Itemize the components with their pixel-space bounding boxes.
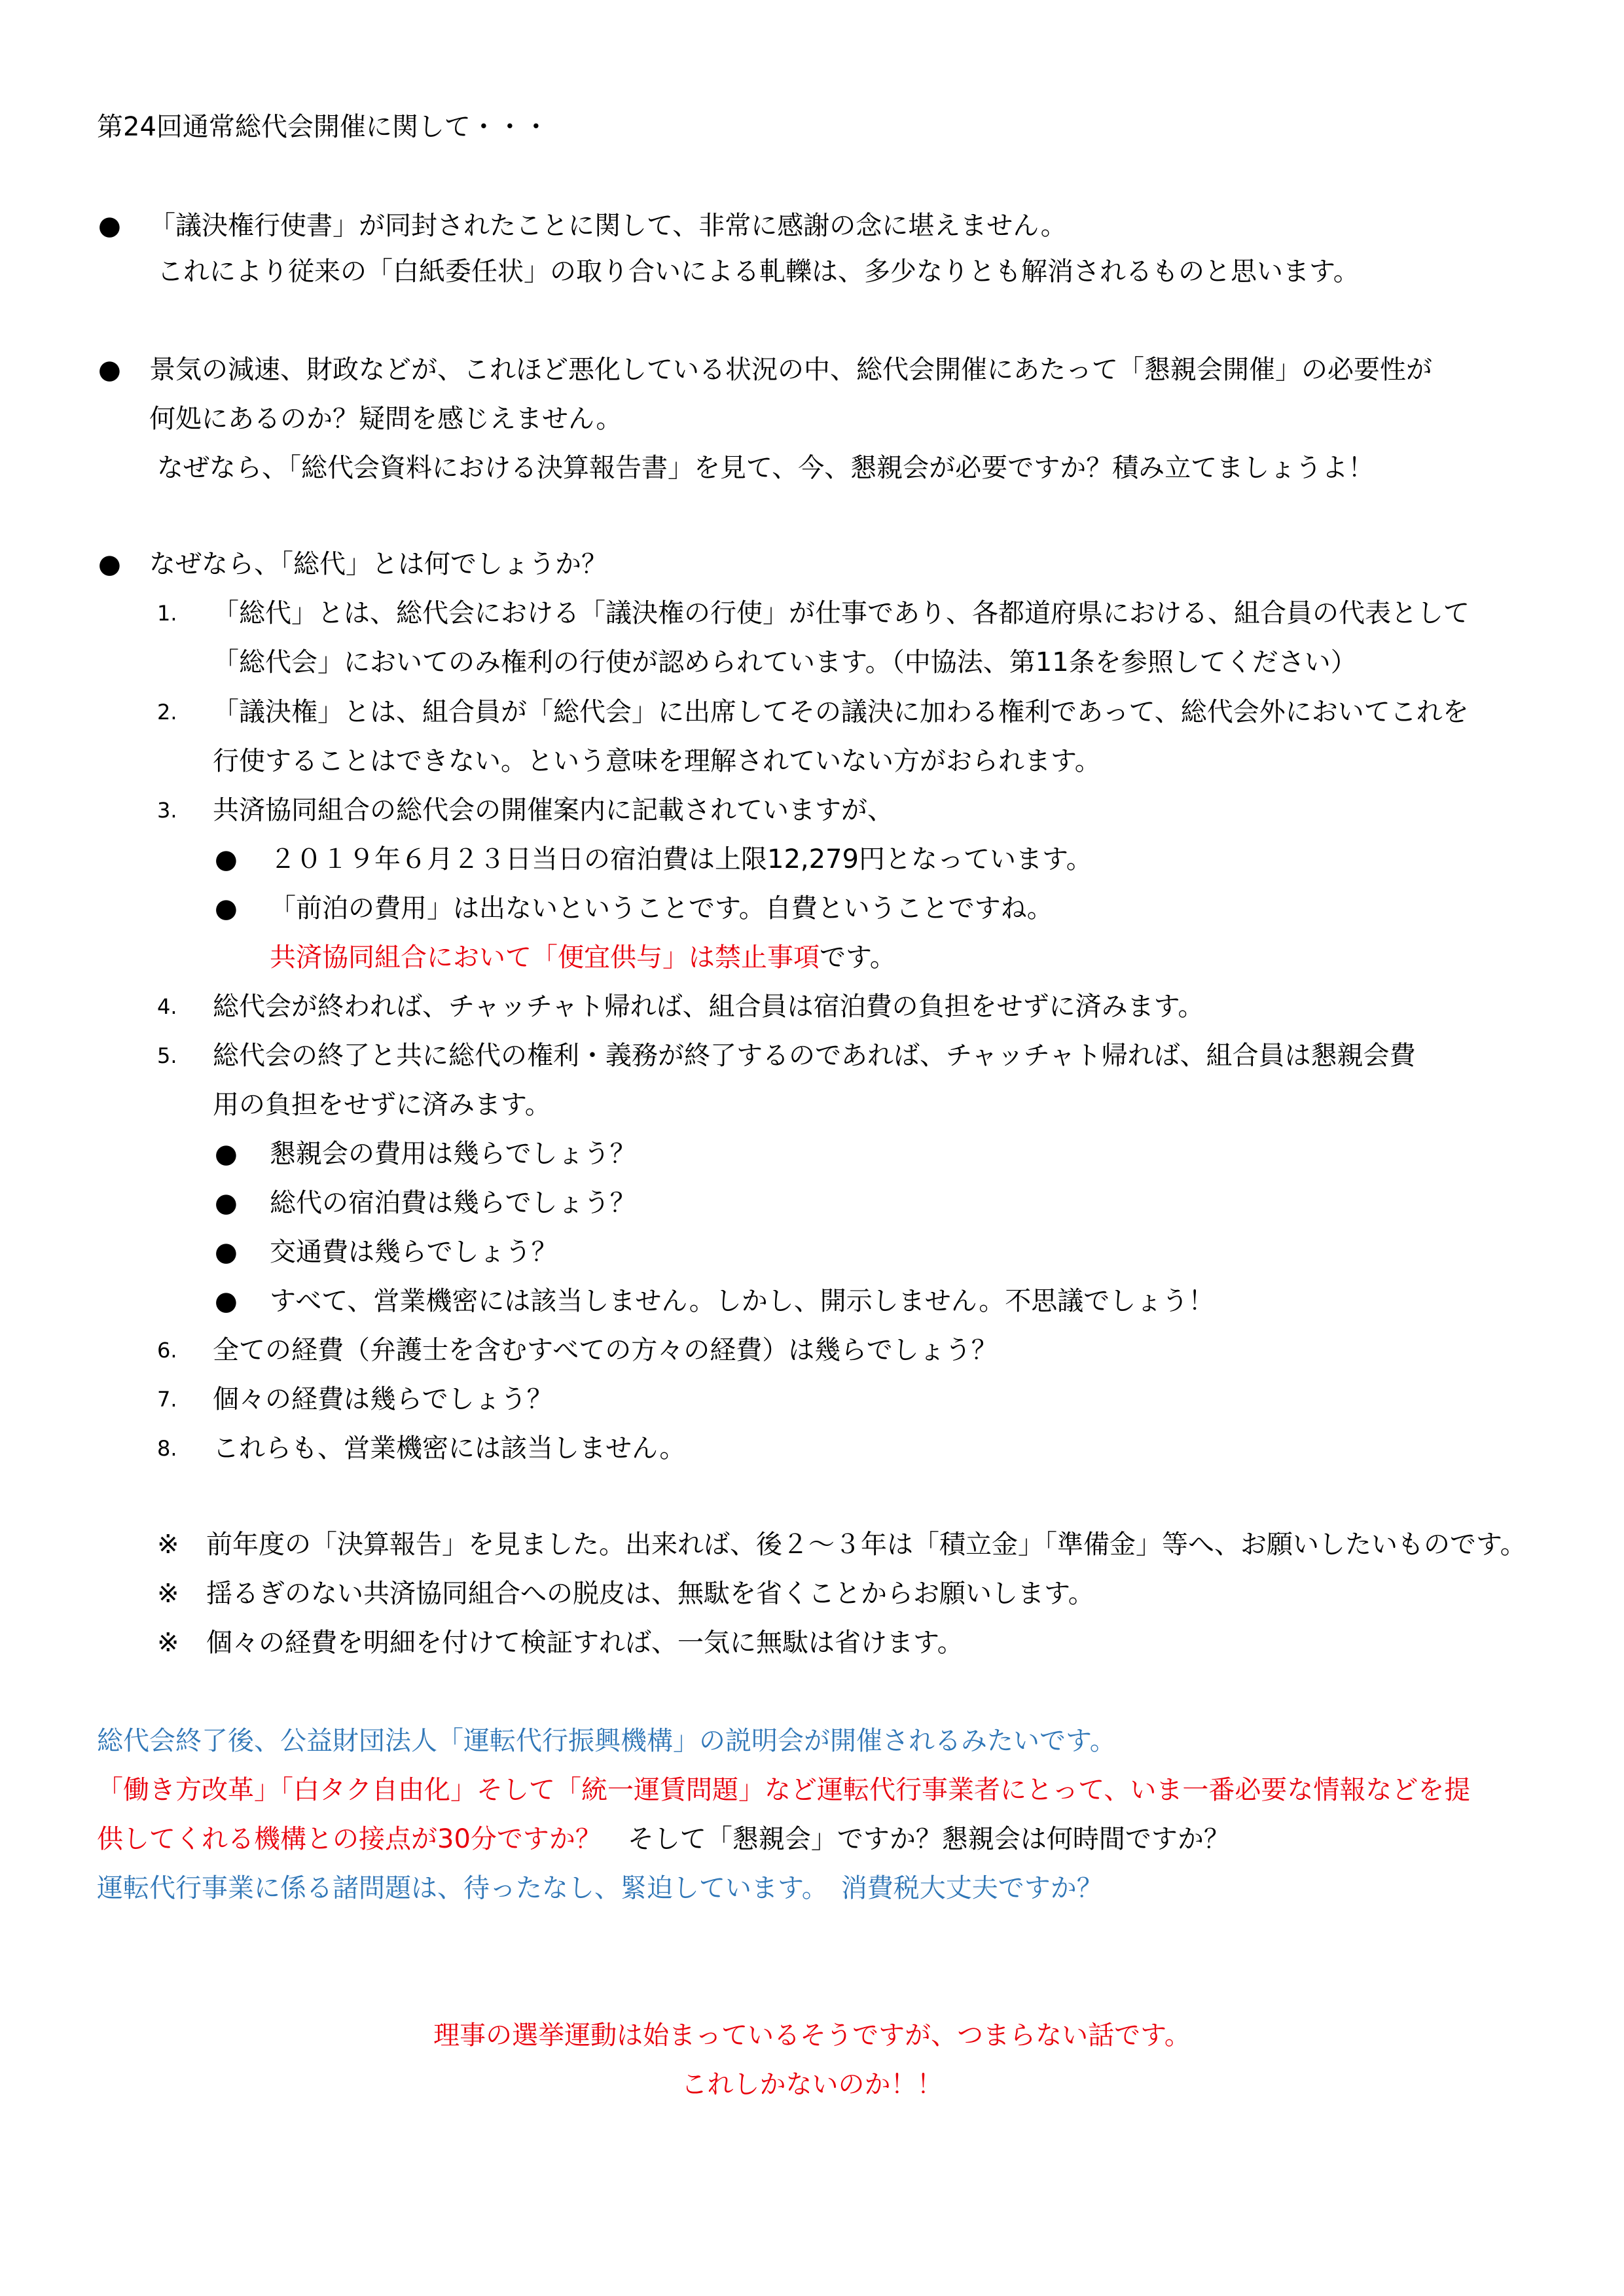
item8-line1: これらも、営業機密には該当しません。	[213, 1433, 686, 1463]
closing-red-2: 供してくれる機構との接点が30分ですか？	[97, 1824, 602, 1854]
item5-line2: 用の負担をせずに済みます。	[213, 1090, 551, 1120]
note-marker: ※	[157, 1579, 179, 1609]
item-number: 4.	[157, 994, 177, 1019]
item5-sub3: 交通費は幾らでしょう？	[270, 1237, 558, 1267]
note-marker: ※	[157, 1530, 179, 1560]
item-number: 5.	[157, 1043, 177, 1068]
section2-line1: 景気の減速、財政などが、これほど悪化している状況の中、総代会開催にあたって「懇親会開催」の必要性が	[149, 355, 1432, 385]
item3-sub2: 「前泊の費用」は出ないということです。自費ということですね。	[270, 893, 1053, 924]
item5-line1: 総代会の終了と共に総代の権利・義務が終了するのであれば、チャッチャト帰れば、組合員は懇親会費	[213, 1041, 1416, 1071]
item1-line1: 「総代」とは、総代会における「議決権の行使」が仕事であり、各都道府県における、組合員の代表として	[213, 598, 1470, 628]
sub-bullet-marker: ●	[215, 1139, 238, 1169]
note-1: 前年度の「決算報告」を見ました。出来れば、後２～３年は「積立金」「準備金」等へ、お願いしたいものです。	[206, 1530, 1526, 1560]
item1-line2: 「総代会」においてのみ権利の行使が認められています。（中協法、第11条を参照してください）	[213, 647, 1357, 677]
footer-line-2: これしかないのか！！	[681, 2070, 943, 2100]
closing-red-1: 「働き方改革」「白タク自由化」そして「統一運賃問題」など運転代行事業者にとって、いま一番必要な情報などを提	[97, 1775, 1471, 1805]
section2-line3: なぜなら、「総代会資料における決算報告書」を見て、今、懇親会が必要ですか？積み立てましょうよ！	[157, 453, 1375, 483]
sub-bullet-marker: ●	[215, 1237, 238, 1267]
item-number: 6.	[157, 1338, 177, 1363]
bullet-marker: ●	[98, 211, 121, 241]
prohibition-note: 共済協同組合において「便宜供与」は禁止事項	[270, 942, 820, 973]
closing-line-2	[97, 1820, 1230, 1859]
item4-line1: 総代会が終われば、チャッチャト帰れば、組合員は宿泊費の負担をせずに済みます。	[213, 992, 1204, 1022]
section1-line2: これにより従来の「白紙委任状」の取り合いによる軋轢は、多少なりとも解消されるものと思います。	[157, 257, 1360, 287]
section2-line2: 何処にあるのか？疑問を感じえません。	[149, 404, 623, 434]
item5-sub4: すべて、営業機密には該当しません。しかし、開示しません。不思議でしょう！	[270, 1286, 1215, 1316]
prohibition-note-tail: です。	[820, 942, 896, 973]
section3-heading: なぜなら、「総代」とは何でしょうか？	[149, 549, 607, 579]
closing-black-2: そして「懇親会」ですか？懇親会は何時間ですか？	[627, 1824, 1230, 1854]
bullet-marker: ●	[98, 549, 121, 579]
item3-red-note	[270, 938, 896, 977]
item7-line1: 個々の経費は幾らでしょう？	[213, 1384, 553, 1414]
item2-line1: 「議決権」とは、組合員が「総代会」に出席してその議決に加わる権利であって、総代会外においてこれを	[213, 697, 1469, 727]
footer-line-1: 理事の選挙運動は始まっているそうですが、つまらない話です。	[433, 2020, 1191, 2051]
item-number: 3.	[157, 798, 177, 823]
item3-sub1: ２０１９年６月２３日当日の宿泊費は上限12,279円となっています。	[270, 844, 1092, 874]
note-3: 個々の経費を明細を付けて検証すれば、一気に無駄は省けます。	[206, 1628, 964, 1658]
item3-line1: 共済協同組合の総代会の開催案内に記載されていますが、	[213, 795, 893, 825]
item-number: 1.	[157, 601, 177, 626]
item6-line1: 全ての経費（弁護士を含むすべての方々の経費）は幾らでしょう？	[213, 1335, 998, 1365]
sub-bullet-marker: ●	[215, 844, 238, 874]
note-marker: ※	[157, 1628, 179, 1658]
sub-bullet-marker: ●	[215, 893, 238, 924]
item-number: 2.	[157, 700, 177, 725]
section1-line1: 「議決権行使書」が同封されたことに関して、非常に感謝の念に堪えません。	[149, 211, 1067, 241]
item2-line2: 行使することはできない。という意味を理解されていない方がおられます。	[213, 746, 1101, 776]
item-number: 7.	[157, 1387, 177, 1412]
note-2: 揺るぎのない共済協同組合への脱皮は、無駄を省くことからお願いします。	[206, 1579, 1094, 1609]
sub-bullet-marker: ●	[215, 1188, 238, 1218]
sub-bullet-marker: ●	[215, 1286, 238, 1316]
item5-sub1: 懇親会の費用は幾らでしょう？	[270, 1139, 636, 1169]
page-title: 第24回通常総代会開催に関して・・・	[97, 112, 549, 142]
item-number: 8.	[157, 1436, 177, 1461]
closing-blue-2: 運転代行事業に係る諸問題は、待ったなし、緊迫しています。 消費税大丈夫ですか？	[97, 1873, 1103, 1903]
bullet-marker: ●	[98, 355, 121, 385]
item5-sub2: 総代の宿泊費は幾らでしょう？	[270, 1188, 636, 1218]
closing-blue-1: 総代会終了後、公益財団法人「運転代行振興機構」の説明会が開催されるみたいです。	[97, 1726, 1116, 1756]
